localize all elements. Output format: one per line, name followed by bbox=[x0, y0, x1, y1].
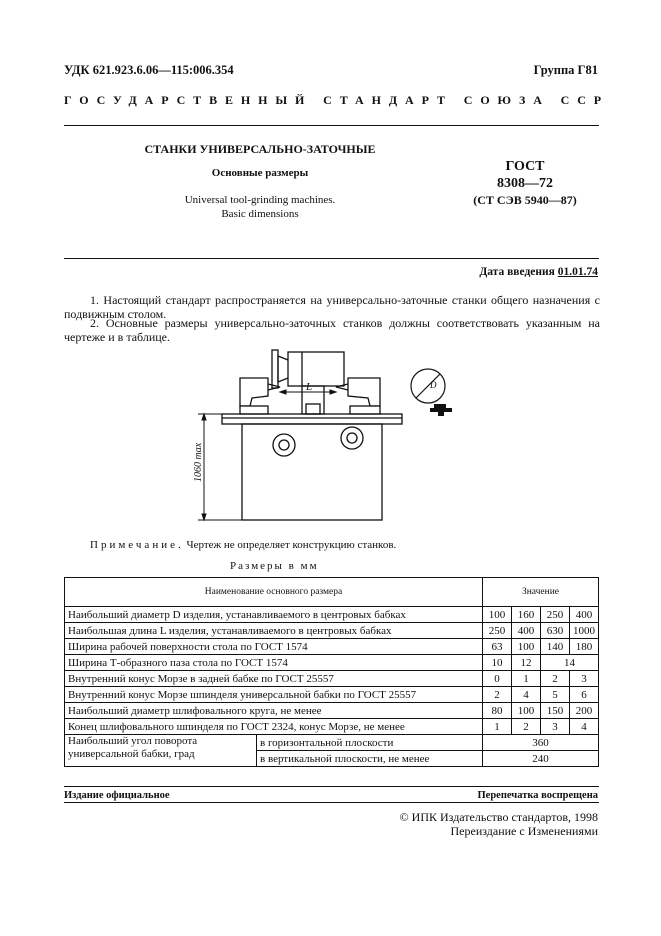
row-value: 2 bbox=[512, 719, 541, 735]
row-value: 150 bbox=[541, 703, 570, 719]
reprint-prohibited: Перепечатка воспрещена bbox=[477, 790, 598, 801]
row-value: 630 bbox=[541, 623, 570, 639]
english-title bbox=[120, 193, 400, 221]
right-headstock bbox=[348, 378, 380, 406]
row-value: 14 bbox=[541, 655, 599, 671]
copyright-line2: Переиздание с Изменениями bbox=[450, 824, 598, 838]
units-caption: Размеры в мм bbox=[230, 560, 319, 572]
table-row bbox=[65, 671, 599, 687]
handwheel-right bbox=[341, 427, 363, 449]
row-value: 400 bbox=[570, 607, 599, 623]
row-name: Внутренний конус Морзе шпинделя универсальной бабки по ГОСТ 25557 bbox=[65, 687, 483, 703]
handwheel-left bbox=[273, 434, 295, 456]
english-title-line2: Basic dimensions bbox=[221, 208, 299, 220]
footer-rule bbox=[64, 802, 599, 803]
angle-horizontal-label: в горизонтальной плоскости bbox=[257, 735, 483, 751]
table-row bbox=[65, 639, 599, 655]
table-row bbox=[65, 655, 599, 671]
title-divider bbox=[64, 258, 599, 259]
machine-outline bbox=[222, 350, 402, 520]
gost-block bbox=[460, 158, 590, 209]
row-name: Ширина рабочей поверхности стола по ГОСТ 1574 bbox=[65, 639, 483, 655]
row-value: 100 bbox=[512, 639, 541, 655]
row-name: Наибольшая длина L изделия, устанавливаемого в центровых бабках bbox=[65, 623, 483, 639]
official-edition: Издание официальное bbox=[64, 790, 170, 801]
document-title: СТАНКИ УНИВЕРСАЛЬНО-ЗАТОЧНЫЕ bbox=[144, 142, 376, 156]
introduction-date-value: 01.01.74 bbox=[557, 266, 598, 278]
table-row bbox=[65, 687, 599, 703]
english-title-line1: Universal tool-grinding machines. bbox=[184, 194, 336, 206]
machine-drawing bbox=[190, 340, 480, 530]
angle-vertical-label: в вертикальной плоскости, не менее bbox=[257, 751, 483, 767]
gost-number: 8308—72 bbox=[497, 176, 553, 191]
row-value: 2 bbox=[483, 687, 512, 703]
machine-base bbox=[242, 424, 382, 520]
t-slot-profile bbox=[430, 404, 452, 416]
table-row bbox=[65, 735, 599, 751]
dimensions-table bbox=[64, 577, 599, 767]
row-value: 1 bbox=[483, 719, 512, 735]
row-value: 4 bbox=[512, 687, 541, 703]
paragraph-1: 1. Настоящий стандарт распространяется на универсально-заточные станки общего назначения с подвижным столом. bbox=[64, 293, 600, 321]
row-name: Ширина Т-образного паза стола по ГОСТ 1574 bbox=[65, 655, 483, 671]
row-value: 100 bbox=[483, 607, 512, 623]
row-value: 1 bbox=[512, 671, 541, 687]
note-text: Чертеж не определяет конструкцию станков. bbox=[186, 539, 397, 551]
row-value: 6 bbox=[570, 687, 599, 703]
height-label: 1060 max bbox=[193, 442, 204, 482]
table-row bbox=[65, 607, 599, 623]
row-value: 100 bbox=[512, 703, 541, 719]
row-name: Наибольший диаметр шлифовального круга, не менее bbox=[65, 703, 483, 719]
table-header-row bbox=[65, 578, 599, 607]
paragraph-2: 2. Основные размеры универсально-заточных станков должны соответствовать указанным на чертеже и в таблице. bbox=[64, 316, 600, 344]
row-value: 1000 bbox=[570, 623, 599, 639]
cmea-number: (СТ СЭВ 5940—87) bbox=[473, 193, 577, 207]
row-value: 250 bbox=[483, 623, 512, 639]
row-value: 10 bbox=[483, 655, 512, 671]
row-value: 12 bbox=[512, 655, 541, 671]
row-value: 160 bbox=[512, 607, 541, 623]
state-standard-heading: ГОСУДАРСТВЕННЫЙ СТАНДАРТ СОЮЗА ССР bbox=[64, 93, 610, 107]
row-value: 80 bbox=[483, 703, 512, 719]
introduction-date-label: Дата введения bbox=[479, 266, 555, 278]
introduction-date bbox=[479, 266, 598, 278]
row-value: 400 bbox=[512, 623, 541, 639]
row-value: 3 bbox=[541, 719, 570, 735]
row-value: 5 bbox=[541, 687, 570, 703]
table-row bbox=[65, 703, 599, 719]
row-value: 140 bbox=[541, 639, 570, 655]
note-label: Примечание. bbox=[90, 539, 184, 551]
header-value-cell: Значение bbox=[483, 578, 599, 607]
drawing-note bbox=[90, 539, 396, 551]
row-name: Наибольший диаметр D изделия, устанавливаемого в центровых бабках bbox=[65, 607, 483, 623]
row-value: 0 bbox=[483, 671, 512, 687]
table-top bbox=[222, 414, 402, 424]
length-label: L bbox=[306, 381, 313, 393]
motor-body bbox=[288, 352, 344, 386]
row-value: 63 bbox=[483, 639, 512, 655]
left-headstock bbox=[240, 378, 268, 406]
angle-vertical-value: 240 bbox=[483, 751, 599, 767]
row-name: Внутренний конус Морзе в задней бабке по ГОСТ 25557 bbox=[65, 671, 483, 687]
document-subtitle: Основные размеры bbox=[211, 167, 309, 179]
row-value: 4 bbox=[570, 719, 599, 735]
grinding-wheel bbox=[278, 356, 288, 382]
row-value: 250 bbox=[541, 607, 570, 623]
row-value: 200 bbox=[570, 703, 599, 719]
angle-row-name: Наибольший угол поворота универсальной бабки, град bbox=[65, 735, 257, 767]
copyright bbox=[400, 810, 598, 838]
footer-divider bbox=[64, 786, 599, 787]
header-divider bbox=[64, 125, 599, 126]
group-code: Группа Г81 bbox=[533, 63, 598, 77]
header-name-cell: Наименование основного размера bbox=[65, 578, 483, 607]
copyright-line1: © ИПК Издательство стандартов, 1998 bbox=[399, 810, 598, 824]
diameter-label: D bbox=[430, 380, 437, 390]
row-name: Конец шлифовального шпинделя по ГОСТ 2324, конус Морзе, не менее bbox=[65, 719, 483, 735]
row-value: 2 bbox=[541, 671, 570, 687]
angle-horizontal-value: 360 bbox=[483, 735, 599, 751]
udk-code: УДК 621.923.6.06—115:006.354 bbox=[64, 63, 234, 77]
table-row bbox=[65, 719, 599, 735]
table-row bbox=[65, 623, 599, 639]
row-value: 180 bbox=[570, 639, 599, 655]
gost-label: ГОСТ bbox=[505, 159, 545, 174]
row-value: 3 bbox=[570, 671, 599, 687]
